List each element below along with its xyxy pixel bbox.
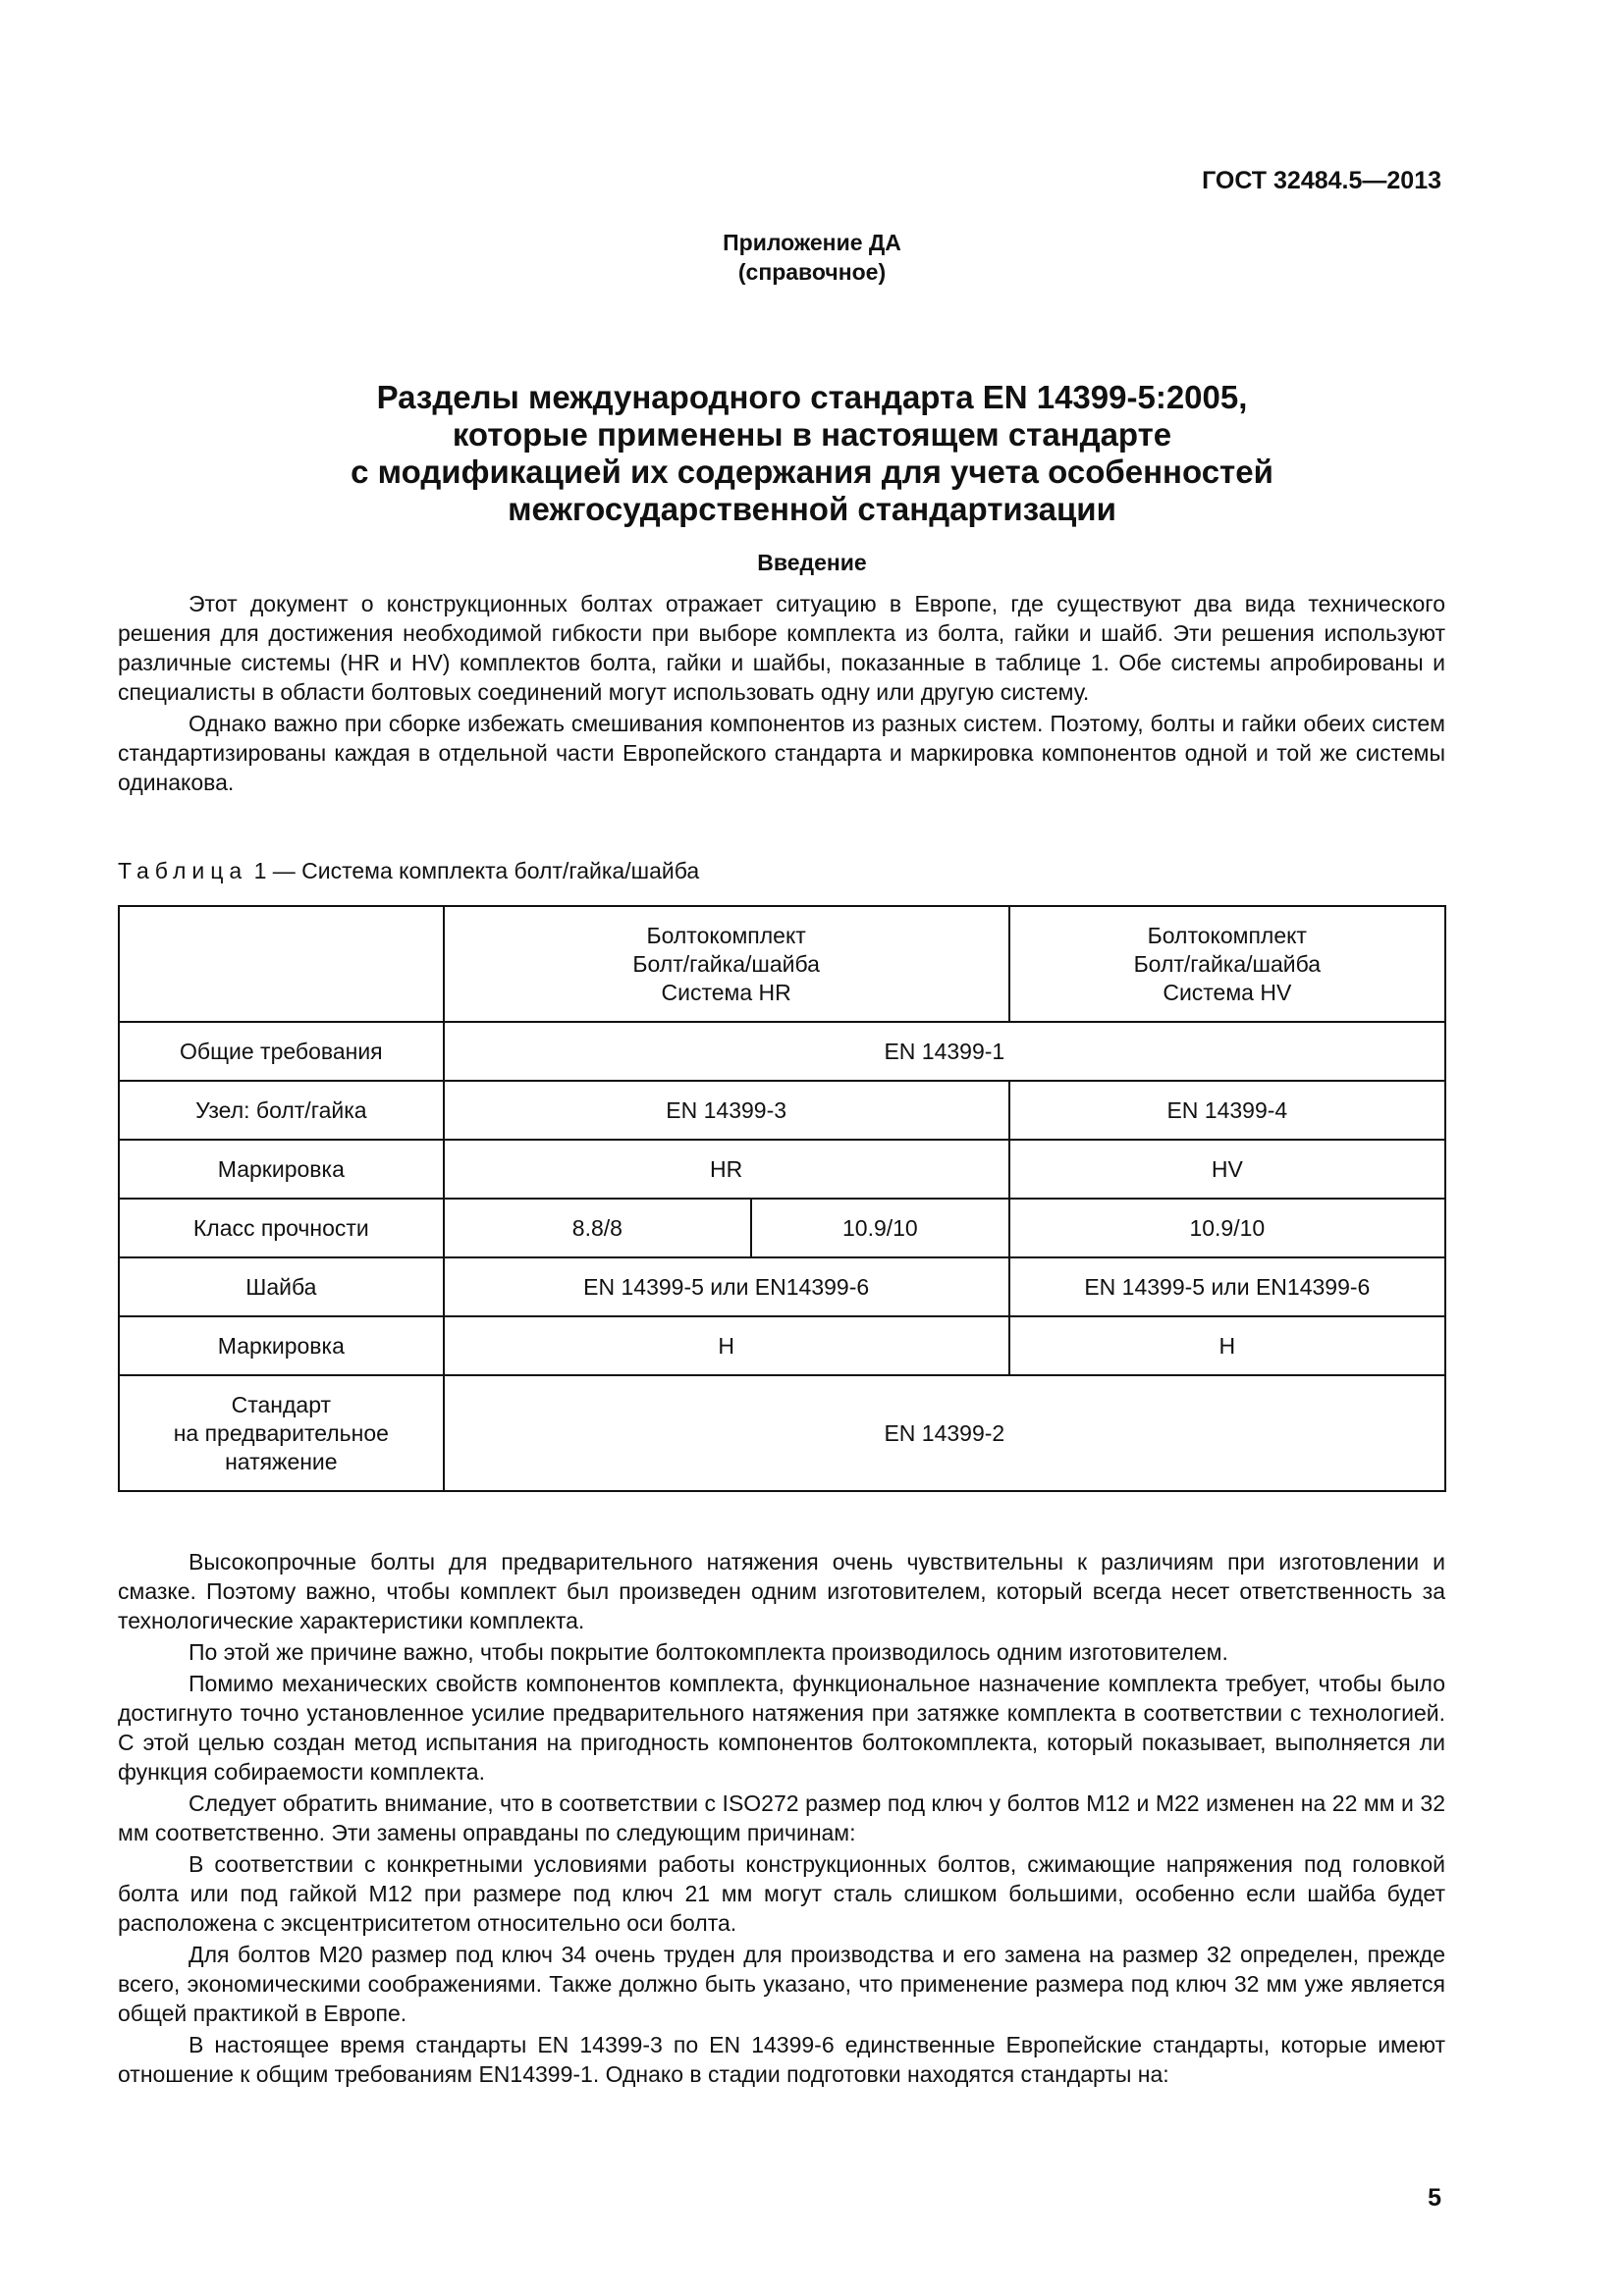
body-paragraph-5: В соответствии с конкретными условиями работы конструкционных болтов, сжимающие напряжения под головкой болта или под гайкой М12 при размере под ключ 21 мм могут сталь слишком большими, особенно если шайба будет расположена с эксцентриситетом относительно оси болта. (118, 1851, 1445, 1936)
title-line-4: межгосударственной стандартизации (508, 491, 1116, 527)
row-label: Шайба (119, 1257, 444, 1316)
appendix-label: Приложение ДА (723, 230, 901, 255)
header-hr-system: Болтокомплект Болт/гайка/шайба Система HR (444, 906, 1009, 1022)
table-row (119, 1022, 1445, 1081)
page-number: 5 (1428, 2184, 1441, 2212)
body-paragraph-1: Высокопрочные болты для предварительного натяжения очень чувствительны к различиям при изготовлении и смазке. Поэтому важно, чтобы комплект был произведен одним изготовителем, который всегда несет ответственность за технологические характеристики комплекта. (118, 1549, 1445, 1633)
table-row (119, 1140, 1445, 1199)
table-cell: HR (444, 1140, 1009, 1199)
row-label: Маркировка (119, 1140, 444, 1199)
page-title (0, 379, 1624, 528)
row-label: Класс прочности (119, 1199, 444, 1257)
table-row (119, 1375, 1445, 1491)
body-paragraph-7: В настоящее время стандарты EN 14399-3 по EN 14399-6 единственные Европейские стандарты, которые имеют отношение к общим требованиям EN14399-1. Однако в стадии подготовки находятся стандарты на: (118, 2032, 1445, 2087)
intro-section (118, 589, 1445, 799)
table-cell: EN 14399-1 (444, 1022, 1445, 1081)
appendix-type: (справочное) (737, 259, 887, 285)
appendix-heading (0, 228, 1624, 287)
table-cell: EN 14399-5 или EN14399-6 (1009, 1257, 1445, 1316)
table-caption-text: 1 — Система комплекта болт/гайка/шайба (253, 858, 700, 883)
body-paragraph-4: Следует обратить внимание, что в соответствии с ISO272 размер под ключ у болтов М12 и М22 изменен на 22 мм и 32 мм соответственно. Эти замены оправданы по следующим причинам: (118, 1790, 1445, 1845)
header-hv-system: Болтокомплект Болт/гайка/шайба Система HV (1009, 906, 1445, 1022)
row-label: Маркировка (119, 1316, 444, 1375)
body-paragraph-2: По этой же причине важно, чтобы покрытие болтокомплекта производилось одним изготовителем. (189, 1639, 1228, 1665)
table-cell: H (444, 1316, 1009, 1375)
table-cell: 8.8/8 (444, 1199, 751, 1257)
body-paragraph-6: Для болтов М20 размер под ключ 34 очень труден для производства и его замена на размер 32 определен, прежде всего, экономическими соображениями. Также должно быть указано, что применение размера под ключ 32 мм уже является общей практикой в Европе. (118, 1942, 1445, 2026)
table-row (119, 1199, 1445, 1257)
row-label: Стандарт на предварительное натяжение (119, 1375, 444, 1491)
title-line-3: с модификацией их содержания для учета особенностей (351, 454, 1273, 490)
bolt-system-table (118, 905, 1446, 1492)
table-cell: EN 14399-4 (1009, 1081, 1445, 1140)
table-caption (118, 858, 699, 884)
document-code: ГОСТ 32484.5—2013 (1202, 167, 1441, 194)
table-row (119, 1316, 1445, 1375)
row-label: Общие требования (119, 1022, 444, 1081)
table-cell: 10.9/10 (751, 1199, 1009, 1257)
table-cell: EN 14399-2 (444, 1375, 1445, 1491)
table-cell: H (1009, 1316, 1445, 1375)
table-row (119, 1081, 1445, 1140)
table-cell: EN 14399-3 (444, 1081, 1009, 1140)
table-corner-cell (119, 906, 444, 1022)
table-caption-label: Таблица (118, 858, 248, 883)
intro-paragraph-2: Однако важно при сборке избежать смешивания компонентов из разных систем. Поэтому, болты и гайки обеих систем стандартизированы каждая в отдельной части Европейского стандарта и маркировка компонентов одной и той же системы одинакова. (118, 711, 1445, 795)
table-cell: EN 14399-5 или EN14399-6 (444, 1257, 1009, 1316)
intro-heading: Введение (757, 550, 867, 575)
row-label: Узел: болт/гайка (119, 1081, 444, 1140)
table-cell: 10.9/10 (1009, 1199, 1445, 1257)
body-paragraph-3: Помимо механических свойств компонентов комплекта, функциональное назначение комплекта требует, чтобы было достигнуто точно установленное усилие предварительного натяжения при затяжке комплекта в соответствии с технологией. С этой целью создан метод испытания на пригодность компонентов болтокомплекта, который показывает, выполняется ли функция собираемости комплекта. (118, 1671, 1445, 1785)
body-section (118, 1547, 1445, 2091)
title-line-1: Разделы международного стандарта EN 14399-5:2005, (376, 379, 1248, 415)
table-row (119, 1257, 1445, 1316)
table-header-row (119, 906, 1445, 1022)
title-line-2: которые применены в настоящем стандарте (452, 416, 1172, 453)
table-cell: HV (1009, 1140, 1445, 1199)
intro-paragraph-1: Этот документ о конструкционных болтах отражает ситуацию в Европе, где существуют два вида технического решения для достижения необходимой гибкости при выборе комплекта из болта, гайки и шайб. Эти решения используют различные системы (HR и HV) комплектов болта, гайки и шайбы, показанные в таблице 1. Обе системы апробированы и специалисты в области болтовых соединений могут использовать одну или другую систему. (118, 591, 1445, 705)
